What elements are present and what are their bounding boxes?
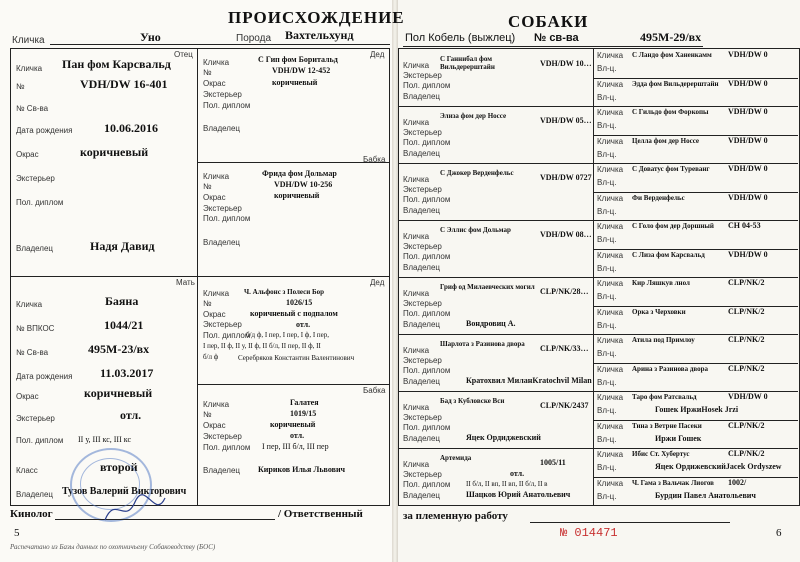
gen3-dipl-label: Пол. диплом xyxy=(403,138,451,147)
gen3-name: С Ганнибал фом Вильдерерштайн xyxy=(440,55,495,71)
gen3-owner-label: Владелец xyxy=(403,206,441,215)
gen3-owner-label: Владелец xyxy=(403,377,441,386)
mf-color: коричневый с подпалом xyxy=(250,309,338,318)
mm-color: коричневый xyxy=(270,420,316,429)
gen4-name-label: Кличка xyxy=(597,393,624,402)
gen4-bl-label: Вл-ц. xyxy=(597,206,617,216)
mm-no: 1019/15 xyxy=(290,409,317,418)
fm-role: Бабка xyxy=(363,155,386,164)
gen4-bl-label: Вл-ц. xyxy=(597,64,617,73)
gen3-owner: Яцек Ордиджевский xyxy=(466,433,541,442)
fm-no-label: № xyxy=(203,182,212,191)
gen3-owner-label: Владелец xyxy=(403,92,441,101)
gen3-no: CLP/NK/33… xyxy=(540,344,589,353)
gen4-bl-label: Вл-ц. xyxy=(597,434,617,444)
gen3-name: С Эллис фом Дольмар xyxy=(440,226,511,234)
gen3-ext-label: Экстерьер xyxy=(403,71,442,80)
gen4-no: VDH/DW 0 xyxy=(728,192,768,202)
gen3-no: VDH/DW 08… xyxy=(540,230,592,239)
gen4-name: Целла фом дер Носсе xyxy=(632,136,700,145)
gen3-ext-label: Экстерьер xyxy=(403,128,442,137)
gen3-name-label: Кличка xyxy=(403,232,430,241)
mother-vpkos: 1044/21 xyxy=(104,318,144,332)
printed-note: Распечатано из Базы данных по охотничьему Собаководству (БОС) xyxy=(10,543,216,551)
gen4-name: Тина з Ветрне Пасеки xyxy=(632,421,702,430)
gen4-name: Ибис Ст. Хубертус xyxy=(632,450,690,458)
ff-dipl-label: Пол. диплом xyxy=(203,101,251,110)
gen3-dipl-label: Пол. диплом xyxy=(403,480,451,489)
gen3-divider xyxy=(398,391,594,392)
gen3-dipl-label: Пол. диплом xyxy=(403,81,451,90)
ff-no: VDH/DW 12-452 xyxy=(272,66,331,75)
gen4-name-label: Кличка xyxy=(597,193,624,203)
gen4-bl-label: Вл-ц. xyxy=(597,349,617,358)
gen4-name: Фи Верденфельс xyxy=(632,193,685,202)
gen4-name: Ч. Гама з Вальчак Лиогов xyxy=(632,478,714,487)
mm-color-label: Окрас xyxy=(203,421,226,430)
gen3-name-label: Кличка xyxy=(403,346,430,355)
gen3-no: CLP/NK/28… xyxy=(540,287,589,296)
gen4-divider xyxy=(593,277,798,278)
gen3-divider xyxy=(398,163,594,164)
gen4-name: Атила под Примлоу xyxy=(632,336,695,344)
gen3-name-label: Кличка xyxy=(403,289,430,298)
gen3-dipl-label: Пол. диплом xyxy=(403,366,451,375)
title-left: ПРОИСХОЖДЕНИЕ xyxy=(228,8,405,27)
header-klichka-label: Кличка xyxy=(12,35,45,46)
gen4-name: Эдда фом Вильдерерштайн xyxy=(632,79,719,88)
gen4-name: Орка з Черховки xyxy=(632,307,686,316)
gen4-no: CLP/NK/2 xyxy=(728,335,765,344)
gen3-name: Гриф од Милаевческих могил xyxy=(440,283,535,291)
gen4-bl-label: Вл-ц. xyxy=(597,92,617,102)
gen3-ext-label: Экстерьер xyxy=(403,299,442,308)
gen4-divider xyxy=(593,448,798,449)
mf-ext-label: Экстерьер xyxy=(203,320,242,329)
gen3-divider xyxy=(398,334,594,335)
gen4-no: VDH/DW 0 xyxy=(728,135,768,145)
gen4-owner: Яцек ОрдижевскийJacek Ordyszew xyxy=(655,462,782,471)
gen3-divider xyxy=(398,220,594,221)
mm-role: Бабка xyxy=(363,386,386,395)
page-number-left: 5 xyxy=(14,527,20,539)
mf-name: Ч. Альфонс з Полеси Бор xyxy=(244,288,325,296)
gen4-bl-label: Вл-ц. xyxy=(597,292,617,301)
gen4-name: С Гильдо фом Форкопы xyxy=(632,108,709,116)
mother-owner-label: Владелец xyxy=(16,490,54,499)
gen3-dipl: II б/л, II вп, II вп, II б/л, II в xyxy=(466,480,548,488)
gen4-bl-label: Вл-ц. xyxy=(597,491,617,501)
mm-name-label: Кличка xyxy=(203,400,230,409)
sex-label: Пол Кобель (выжлец) xyxy=(405,32,516,44)
mm-owner-label: Владелец xyxy=(203,466,241,475)
gen4-name-label: Кличка xyxy=(597,450,624,459)
mf-dipl-1: б/д ф, I пер, I пер, I ф, I пер, xyxy=(246,331,330,339)
kinolog-label: Кинолог xyxy=(10,508,53,520)
gen3-owner-label: Владелец xyxy=(403,263,441,272)
gen3-ext-label: Экстерьер xyxy=(403,356,442,365)
gen3-name-label: Кличка xyxy=(403,460,430,469)
father-no: VDH/DW 16-401 xyxy=(80,77,168,91)
mother-name: Баяна xyxy=(105,294,139,308)
father-name: Пан фом Карсвальд xyxy=(62,57,171,71)
gen3-name-label: Кличка xyxy=(403,175,430,184)
gen4-bl-label: Вл-ц. xyxy=(597,377,617,387)
gen4-name-label: Кличка xyxy=(597,136,624,146)
mother-dipl: II у, III кс, III кс xyxy=(78,435,131,444)
gen3-owner: Кратохвил МиланKratochvil Milan xyxy=(466,376,592,385)
gen4-bl-label: Вл-ц. xyxy=(597,121,617,130)
title-right: СОБАКИ xyxy=(508,12,589,31)
mother-dipl-label: Пол. диплом xyxy=(16,436,64,445)
gen3-owner-label: Владелец xyxy=(403,149,441,158)
mother-dob: 11.03.2017 xyxy=(100,366,154,380)
father-ext-label: Экстерьер xyxy=(16,174,55,183)
gen4-name-label: Кличка xyxy=(597,108,624,117)
serial-number: № 014471 xyxy=(560,526,618,540)
responsible-label: / Ответственный xyxy=(278,508,363,520)
gen4-no: VDH/DW 0 xyxy=(728,107,768,116)
mother-owner: Тузов Валерий Викторович xyxy=(62,486,187,497)
mf-dipl-3: б/л ф xyxy=(203,353,219,361)
fm-no: VDH/DW 10-256 xyxy=(274,180,333,189)
father-color: коричневый xyxy=(80,145,149,159)
mother-class-label: Класс xyxy=(16,466,38,475)
gen3-no: 1005/11 xyxy=(540,458,566,467)
gen4-bl-label: Вл-ц. xyxy=(597,320,617,330)
mf-name-label: Кличка xyxy=(203,289,230,298)
ff-role: Дед xyxy=(370,50,385,59)
fm-color-label: Окрас xyxy=(203,193,226,202)
gen3-name: Элиза фом дер Носсе xyxy=(440,112,507,120)
ff-name: С Гип фом Боритальд xyxy=(258,55,338,64)
gen4-no: CLP/NK/2 xyxy=(728,449,765,458)
mother-nsv-label: № Св-ва xyxy=(16,348,49,357)
gen3-name-label: Кличка xyxy=(403,118,430,127)
gen4-name-label: Кличка xyxy=(597,51,624,60)
gen4-bl-label: Вл-ц. xyxy=(597,263,617,273)
gen4-no: VDH/DW 0 xyxy=(728,249,768,259)
plem-label: за племенную работу xyxy=(403,510,508,522)
gen4-owner: Бурдин Павел Анатольевич xyxy=(655,490,756,500)
ff-no-label: № xyxy=(203,68,212,77)
ff-owner-label: Владелец xyxy=(203,124,241,133)
gen3-ext-label: Экстерьер xyxy=(403,470,442,479)
mother-class: второй xyxy=(100,460,138,474)
gen4-name-label: Кличка xyxy=(597,222,624,231)
gen4-no: VDH/DW 0 xyxy=(728,164,768,173)
gen4-bl-label: Вл-ц. xyxy=(597,235,617,244)
gen4-bl-label: Вл-ц. xyxy=(597,406,617,415)
pedigree-left-frame xyxy=(10,48,390,506)
gen4-name-label: Кличка xyxy=(597,364,624,374)
ff-name-label: Кличка xyxy=(203,58,230,67)
mf-role: Дед xyxy=(370,278,385,287)
gen4-bl-label: Вл-ц. xyxy=(597,463,617,472)
gen4-divider xyxy=(593,306,798,307)
gen4-name-label: Кличка xyxy=(597,421,624,431)
gen3-divider xyxy=(398,448,594,449)
gen4-no: VDH/DW 0 xyxy=(728,50,768,59)
gen3-owner-label: Владелец xyxy=(403,434,441,443)
gen4-no: VDH/DW 0 xyxy=(728,78,768,88)
gen3-no: VDH/DW 05… xyxy=(540,116,592,125)
fm-dipl-label: Пол. диплом xyxy=(203,214,251,223)
gen3-no: VDH/DW 10… xyxy=(540,59,592,68)
gen4-name: Арина з Разинова двора xyxy=(632,364,709,373)
signature xyxy=(100,490,170,530)
mm-dipl: I пер, III б/л, III пер xyxy=(262,442,329,451)
gen3-name-label: Кличка xyxy=(403,403,430,412)
gen4-name-label: Кличка xyxy=(597,79,624,89)
gen4-owner: Гошек ИржиHosek Jrzi xyxy=(655,405,739,414)
ff-ext-label: Экстерьер xyxy=(203,90,242,99)
breed-value: Вахтельхунд xyxy=(285,28,354,42)
mother-color: коричневый xyxy=(84,386,153,400)
gen4-name-label: Кличка xyxy=(597,165,624,174)
fm-ext-label: Экстерьер xyxy=(203,204,242,213)
gen4-divider xyxy=(593,420,798,421)
gen4-name-label: Кличка xyxy=(597,336,624,345)
mf-no-label: № xyxy=(203,299,212,308)
page-number-right: 6 xyxy=(776,527,782,539)
gen4-no: CLP/NK/2 xyxy=(728,363,765,373)
gen4-no: VDH/DW 0 xyxy=(728,392,768,401)
father-nsv-label: № Св-ва xyxy=(16,104,49,113)
gen3-divider xyxy=(398,277,594,278)
gen3-owner: Вондровиц А. xyxy=(466,319,516,328)
mf-no: 1026/15 xyxy=(286,298,313,307)
gen3-dipl-label: Пол. диплом xyxy=(403,309,451,318)
gen3-dipl-label: Пол. диплом xyxy=(403,423,451,432)
mother-role: Мать xyxy=(176,278,195,287)
gen4-divider xyxy=(593,477,798,478)
gen4-divider xyxy=(593,220,798,221)
father-dob-label: Дата рождения xyxy=(16,126,73,135)
gen4-name-label: Кличка xyxy=(597,279,624,288)
father-owner: Надя Давид xyxy=(90,239,155,253)
mf-ext: отл. xyxy=(296,320,311,329)
mother-ext: отл. xyxy=(120,408,142,422)
breed-label: Порода xyxy=(236,33,272,44)
gen3-name: Шарлота з Разинова двора xyxy=(440,340,525,348)
mm-no-label: № xyxy=(203,410,212,419)
gen4-divider xyxy=(593,334,798,335)
cert-label: № св-ва xyxy=(534,32,579,44)
gen4-no: CLP/NK/2 xyxy=(728,278,765,287)
mm-dipl-label: Пол. диплом xyxy=(203,443,251,452)
gen4-bl-label: Вл-ц. xyxy=(597,149,617,159)
ff-color: коричневый xyxy=(272,78,318,87)
fm-color: коричневый xyxy=(274,191,320,200)
gen3-no: VDH/DW 0727 xyxy=(540,173,592,182)
gen3-ext-label: Экстерьер xyxy=(403,185,442,194)
fm-owner-label: Владелец xyxy=(203,238,241,247)
gen4-name: Кир Ляшкув лнол xyxy=(632,279,690,287)
ff-color-label: Окрас xyxy=(203,79,226,88)
gen3-name: Артемида xyxy=(440,454,472,462)
gen3-owner-label: Владелец xyxy=(403,320,441,329)
mm-ext: отл. xyxy=(290,431,305,440)
gen4-no: 1002/ xyxy=(728,477,747,487)
gen4-name: Таро фом Ратсвальд xyxy=(632,393,697,401)
gen3-owner-label: Владелец xyxy=(403,491,441,500)
mother-vpkos-label: № ВПКОС xyxy=(16,324,55,333)
gen3-name-label: Кличка xyxy=(403,61,430,70)
gen3-owner: Шацков Юрий Анатольевич xyxy=(466,490,571,499)
gen4-bl-label: Вл-ц. xyxy=(597,178,617,187)
gen4-name-label: Кличка xyxy=(597,307,624,317)
gen4-divider xyxy=(593,363,798,364)
gen4-no: CLP/NK/2 xyxy=(728,420,765,430)
gen3-ext-label: Экстерьер xyxy=(403,413,442,422)
gen3-divider xyxy=(398,106,594,107)
mother-dob-label: Дата рождения xyxy=(16,372,73,381)
gen4-name-label: Кличка xyxy=(597,478,624,488)
gen4-name: С Доватус фом Туреванг xyxy=(632,165,710,173)
fm-name-label: Кличка xyxy=(203,172,230,181)
mother-name-label: Кличка xyxy=(16,300,43,309)
mf-color-label: Окрас xyxy=(203,310,226,319)
gen3-name: С Джокер Верденфельс xyxy=(440,169,514,177)
gen4-name: С Голо фом дер Доршный xyxy=(632,222,714,230)
mf-dipl-label: Пол. диплом xyxy=(203,331,251,340)
mm-owner: Кириков Илья Львович xyxy=(258,465,346,474)
gen4-name: С Лиза фом Карсвальд xyxy=(632,250,705,259)
mf-dipl-2: I пер, II ф, II у, II ф, II б/л, II пер, II ф, II xyxy=(203,342,321,350)
father-role: Отец xyxy=(174,50,193,59)
mm-ext-label: Экстерьер xyxy=(203,432,242,441)
gen3-dipl-label: Пол. диплом xyxy=(403,252,451,261)
gen4-no: CLP/NK/2 xyxy=(728,306,765,316)
father-color-label: Окрас xyxy=(16,150,39,159)
gen3-dipl-label: Пол. диплом xyxy=(403,195,451,204)
mm-name: Галатея xyxy=(290,398,319,407)
gen4-name-label: Кличка xyxy=(597,250,624,260)
father-no-label: № xyxy=(16,82,25,91)
father-owner-label: Владелец xyxy=(16,244,54,253)
dog-name: Уно xyxy=(140,30,161,44)
gen3-name: Бад з Кубловске Вси xyxy=(440,397,505,405)
mother-color-label: Окрас xyxy=(16,392,39,401)
gen3-no: CLP/NK/2437 xyxy=(540,401,589,410)
father-dipl-label: Пол. диплом xyxy=(16,198,64,207)
gen4-no: CH 04-53 xyxy=(728,221,761,230)
mf-owner: Серебряков Константин Валентинович xyxy=(238,354,355,362)
mother-nsv: 495М-23/вх xyxy=(88,342,150,356)
father-name-label: Кличка xyxy=(16,64,43,73)
gen4-name: С Ландо фом Ханенкамм xyxy=(632,51,712,59)
fm-name: Фрида фом Дольмар xyxy=(262,169,337,178)
gen4-owner: Иржи Гошек xyxy=(655,433,702,443)
gen3-ext: отл. xyxy=(510,469,525,478)
cert-value: 495М-29/вх xyxy=(640,30,702,44)
father-dob: 10.06.2016 xyxy=(104,121,158,135)
mother-ext-label: Экстерьер xyxy=(16,414,55,423)
gen3-ext-label: Экстерьер xyxy=(403,242,442,251)
